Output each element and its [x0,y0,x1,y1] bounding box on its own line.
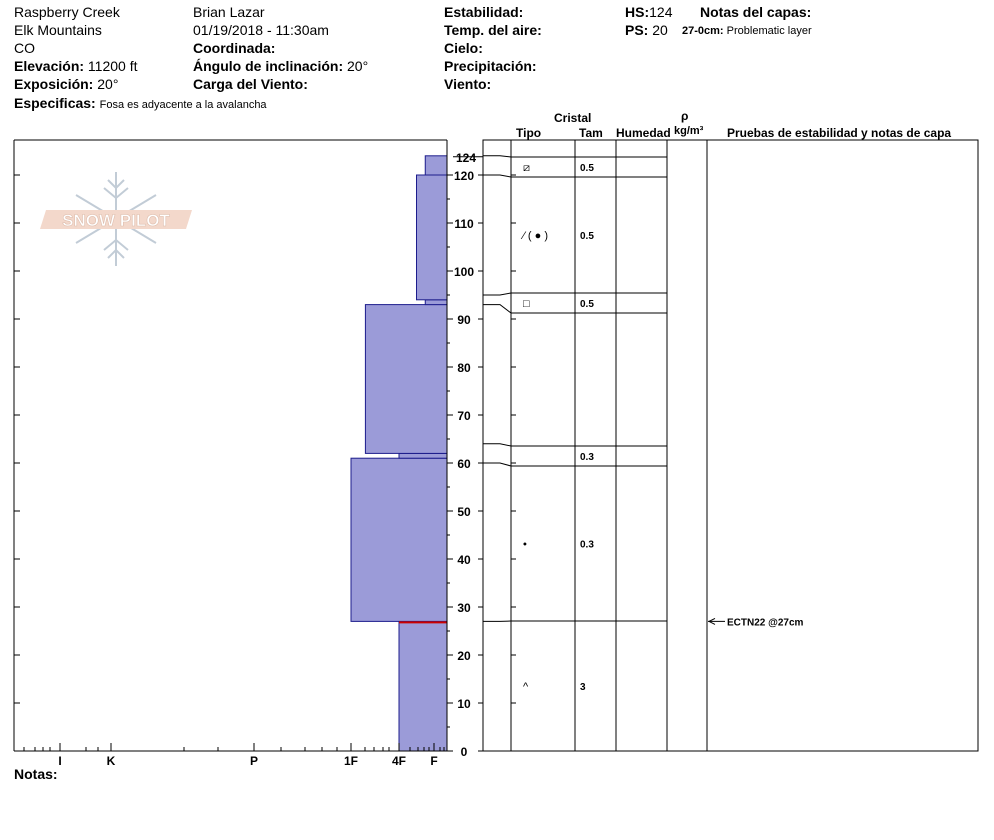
hardness-tick-label: 1F [343,754,359,768]
location-name: Raspberry Creek [14,4,120,20]
stability-label: Estabilidad: [444,4,524,20]
precipitation-label: Precipitación: [444,58,537,74]
depth-tick-label: 0 [460,745,468,759]
snow-pilot-logo [40,172,192,266]
crystal-type-symbol: • [523,538,527,551]
size-header: Tam [579,126,603,140]
layer-note-depth: 27-0cm: [682,25,724,37]
hardness-layer-bar [417,175,448,300]
hardness-tick-label: K [106,754,116,768]
layer-boundary-connector [483,444,511,446]
depth-tick-label: 70 [457,409,471,423]
wind-label: Viento: [444,76,492,92]
ps-label: PS: [625,22,649,38]
aspect-value: 20° [97,76,119,92]
elevation-label: Elevación: [14,58,85,74]
depth-tick-label: 40 [457,553,471,567]
depth-tick-label: 110 [454,217,474,231]
depth-tick-label: 120 [453,169,475,183]
hardness-layer-bar [399,453,447,458]
layer-boundary-connector [483,463,511,466]
crystal-header: Cristal [554,111,592,125]
depth-axis [447,151,483,759]
range-name: Elk Mountains [14,22,102,38]
layer-boundary-connector [483,175,511,177]
depth-tick-label: 90 [457,313,471,327]
crystal-rows [520,162,594,693]
crystal-size-value: 0.5 [580,163,594,174]
layer-boundary-connector [483,293,511,295]
layer-notes-label: Notas del capas: [700,4,812,20]
hardness-tick-label: 4F [391,754,407,768]
wind-load-label: Carga del Viento: [193,76,308,92]
stability-test-label: ECTN22 @27cm [727,617,804,629]
air-temp-label: Temp. del aire: [444,22,542,38]
snow-height-label: 124 [455,151,477,165]
hardness-layer-bar [425,156,447,175]
stability-notes-header: Pruebas de estabilidad y notas de capa [727,126,952,140]
hardness-tick-label: F [430,754,438,768]
observation-datetime: 01/19/2018 - 11:30am [193,22,329,38]
specifics-value: Fosa es adyacente a la avalancha [99,99,267,111]
depth-tick-label: 100 [453,265,475,279]
hardness-tick-label: P [249,754,259,768]
density-unit-header: kg/m³ [674,125,704,137]
slope-label: Ángulo de inclinación: [193,58,344,74]
depth-tick-label: 10 [457,697,471,711]
layer-boundary-connector [483,156,511,157]
crystal-type-symbol: ^ [523,681,529,693]
moisture-header: Humedad [616,126,671,140]
hardness-layer-bar [399,621,447,751]
layer-note-text: Problematic layer [726,25,812,37]
hardness-layer-bar [365,305,447,454]
depth-tick-label: 30 [457,601,471,615]
rho-header: ρ [681,109,689,123]
hardness-layer-bar [425,300,447,305]
aspect-label: Exposición: [14,76,94,92]
depth-tick-label: 20 [457,649,471,663]
hardness-axis [24,743,444,768]
crystal-size-value: 0.5 [580,299,594,310]
state-name: CO [14,40,35,56]
crystal-size-value: 3 [580,682,586,693]
crystal-size-value: 0.3 [580,452,594,463]
crystal-size-value: 0.5 [580,231,594,242]
crystal-size-value: 0.3 [580,539,594,551]
crystal-type-symbol: ⧄ [523,162,530,174]
coordinate-label: Coordinada: [193,40,276,56]
ps-value: 20 [652,22,668,38]
hardness-layer-bar [351,458,447,621]
layer-boundary-connector [483,305,511,313]
depth-tick-label: 80 [457,361,471,375]
depth-tick-label: 60 [457,457,471,471]
type-header: Tipo [516,126,542,140]
hs-value: 124 [649,4,673,20]
slope-value: 20° [347,58,369,74]
crystal-type-symbol: □ [523,298,530,310]
specifics-label: Especificas: [14,95,96,111]
sky-label: Cielo: [444,40,483,56]
hs-label: HS: [625,4,650,20]
stability-tests [708,617,804,628]
elevation-value: 11200 ft [87,58,138,74]
observer-name: Brian Lazar [193,4,265,20]
hardness-tick-label: I [58,754,62,768]
depth-tick-label: 50 [457,505,471,519]
hardness-layers [351,156,447,751]
notes-label: Notas: [14,766,58,782]
logo-text: SNOW PILOT [62,211,170,230]
crystal-type-symbol: ⁄ ( ● ) [523,230,548,242]
